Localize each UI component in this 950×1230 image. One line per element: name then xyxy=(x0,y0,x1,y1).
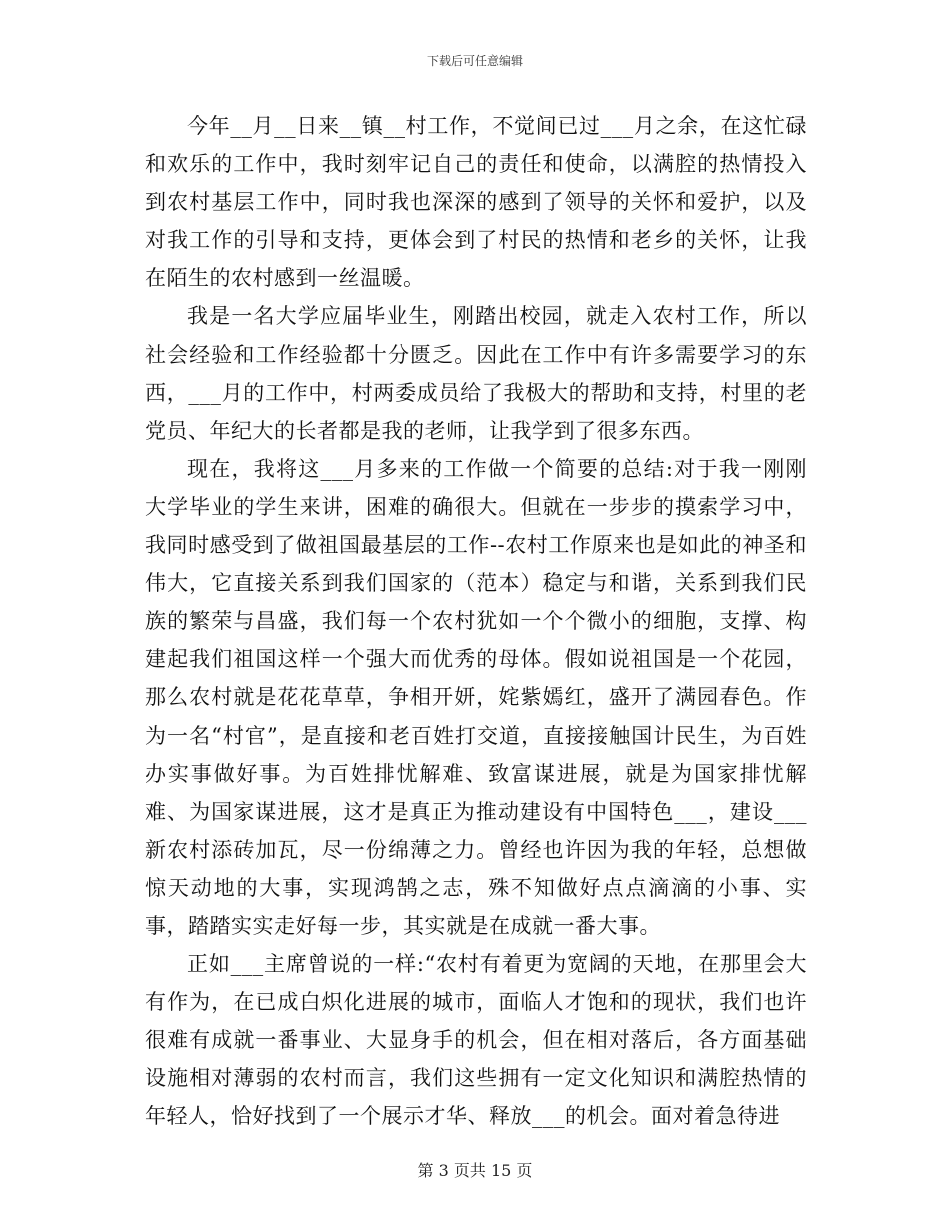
paragraph-4: 正如___主席曾说的一样:“农村有着更为宽阔的天地，在那里会大有作为，在已成白炽化进展的城市，面临人才饱和的现状，我们也许很难有成就一番事业、大显身手的机会，但在相对落后，各方面基础设施相对薄弱的农村而言，我们这些拥有一定文化知识和满腔热情的年轻人，恰好找到了一个展示才华、释放___的机会。面对着急待进 xyxy=(145,952,807,1129)
paragraph-1: 今年__月__日来__镇__村工作，不觉间已过___月之余，在这忙碌和欢乐的工作中，我时刻牢记自己的责任和使命，以满腔的热情投入到农村基层工作中，同时我也深深的感到了领导的关怀和爱护，以及对我工作的引导和支持，更体会到了村民的热情和老乡的关怀，让我在陌生的农村感到一丝温暖。 xyxy=(145,114,807,291)
page-header-note: 下载后可任意编辑 xyxy=(426,54,523,68)
paragraph-3: 现在，我将这___月多来的工作做一个简要的总结:对于我一刚刚大学毕业的学生来讲，困难的确很大。但就在一步步的摸索学习中，我同时感受到了做祖国最基层的工作--农村工作原来也是如此的神圣和伟大，它直接关系到我们国家的（范本）稳定与和谐，关系到我们民族的繁荣与昌盛，我们每一个农村犹如一个个微小的细胞，支撑、构建起我们祖国这样一个强大而优秀的母体。假如说祖国是一个花园，那么农村就是花花草草，争相开妍，姹紫嫣红，盛开了满园春色。作为一名“村官”，是直接和老百姓打交道，直接接触国计民生，为百姓办实事做好事。为百姓排忧解难、致富谋进展，就是为国家排忧解难、为国家谋进展，这才是真正为推动建设有中国特色___，建设___新农村添砖加瓦，尽一份绵薄之力。曾经也许因为我的年轻，总想做惊天动地的大事，实现鸿鹄之志，殊不知做好点点滴滴的小事、实事，踏踏实实走好每一步，其实就是在成就一番大事。 xyxy=(145,456,807,938)
document-body xyxy=(145,107,807,1136)
paragraph-2: 我是一名大学应届毕业生，刚踏出校园，就走入农村工作，所以社会经验和工作经验都十分匮乏。因此在工作中有许多需要学习的东西，___月的工作中，村两委成员给了我极大的帮助和支持，村里的老党员、年纪大的长者都是我的老师，让我学到了很多东西。 xyxy=(145,304,807,443)
page-number: 第 3 页共 15 页 xyxy=(417,1161,533,1180)
